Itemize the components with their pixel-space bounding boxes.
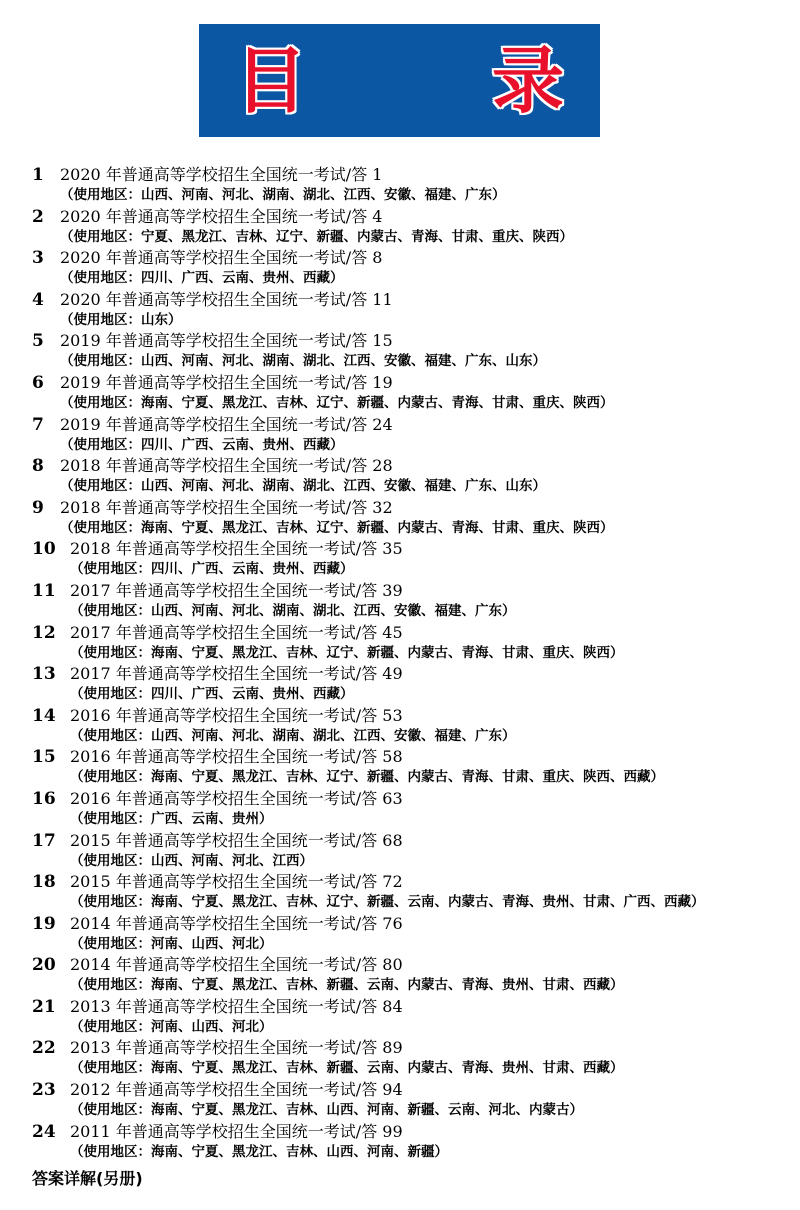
entry-title[interactable]: 2015 年普通高等学校招生全国统一考试/答 68 bbox=[70, 830, 403, 850]
contents-title: 目 录 bbox=[234, 38, 645, 123]
entry-regions: （使用地区：海南、宁夏、黑龙江、吉林、山西、河南、新疆、云南、河北、内蒙古） bbox=[70, 1102, 583, 1119]
entry-number: 14 bbox=[32, 705, 56, 726]
toc-entry[interactable] bbox=[32, 206, 792, 248]
entry-number: 2 bbox=[32, 206, 44, 227]
toc-entry[interactable] bbox=[32, 1121, 792, 1163]
entry-regions: （使用地区：海南、宁夏、黑龙江、吉林、新疆、云南、内蒙古、青海、贵州、甘肃、西藏） bbox=[70, 1060, 624, 1077]
entry-regions: （使用地区：宁夏、黑龙江、吉林、辽宁、新疆、内蒙古、青海、甘肃、重庆、陕西） bbox=[60, 228, 573, 245]
entry-regions: （使用地区：海南、宁夏、黑龙江、吉林、新疆、云南、内蒙古、青海、贵州、甘肃、西藏） bbox=[70, 977, 624, 994]
entry-regions: （使用地区：河南、山西、河北） bbox=[70, 1018, 273, 1035]
toc-entry[interactable] bbox=[32, 164, 792, 206]
toc-entry[interactable] bbox=[32, 330, 792, 372]
answer-note: 答案详解(另册) bbox=[32, 1169, 143, 1188]
entry-title[interactable]: 2016 年普通高等学校招生全国统一考试/答 53 bbox=[70, 705, 403, 725]
toc-entry[interactable] bbox=[32, 705, 792, 747]
entry-title[interactable]: 2011 年普通高等学校招生全国统一考试/答 99 bbox=[70, 1121, 403, 1141]
entry-regions: （使用地区：四川、广西、云南、贵州、西藏） bbox=[70, 686, 354, 703]
toc-entry[interactable] bbox=[32, 1079, 792, 1121]
entry-number: 17 bbox=[32, 830, 56, 851]
entry-title[interactable]: 2015 年普通高等学校招生全国统一考试/答 72 bbox=[70, 872, 403, 892]
toc-entry[interactable] bbox=[32, 372, 792, 414]
entry-regions: （使用地区：四川、广西、云南、贵州、西藏） bbox=[60, 270, 344, 287]
entry-number: 15 bbox=[32, 747, 56, 768]
entry-regions: （使用地区：四川、广西、云南、贵州、西藏） bbox=[70, 561, 354, 578]
entry-title[interactable]: 2017 年普通高等学校招生全国统一考试/答 39 bbox=[70, 580, 403, 600]
entry-regions: （使用地区：河南、山西、河北） bbox=[70, 935, 273, 952]
entry-regions: （使用地区：山西、河南、河北、湖南、湖北、江西、安徽、福建、广东、山东） bbox=[60, 478, 546, 495]
toc-entry[interactable] bbox=[32, 289, 792, 331]
entry-regions: （使用地区：海南、宁夏、黑龙江、吉林、辽宁、新疆、内蒙古、青海、甘肃、重庆、陕西） bbox=[60, 519, 614, 536]
entry-regions: （使用地区：海南、宁夏、黑龙江、吉林、辽宁、新疆、内蒙古、青海、甘肃、重庆、陕西） bbox=[60, 394, 614, 411]
toc-entry[interactable] bbox=[32, 954, 792, 996]
entry-title[interactable]: 2017 年普通高等学校招生全国统一考试/答 45 bbox=[70, 622, 403, 642]
toc-entry[interactable] bbox=[32, 871, 792, 913]
entry-number: 3 bbox=[32, 248, 44, 269]
entry-number: 24 bbox=[32, 1121, 56, 1142]
entry-number: 7 bbox=[32, 414, 44, 435]
toc-entry[interactable] bbox=[32, 830, 792, 872]
entry-title[interactable]: 2019 年普通高等学校招生全国统一考试/答 19 bbox=[60, 372, 393, 392]
toc-entry[interactable] bbox=[32, 247, 792, 289]
entry-title[interactable]: 2018 年普通高等学校招生全国统一考试/答 32 bbox=[60, 497, 393, 517]
entry-number: 4 bbox=[32, 289, 44, 310]
entry-regions: （使用地区：海南、宁夏、黑龙江、吉林、辽宁、新疆、云南、内蒙古、青海、贵州、甘肃、广西、西藏） bbox=[70, 894, 705, 911]
contents-banner bbox=[199, 24, 645, 137]
entry-regions: （使用地区：山西、河南、河北、湖南、湖北、江西、安徽、福建、广东、山东） bbox=[60, 353, 546, 370]
toc-entry[interactable] bbox=[32, 788, 792, 830]
toc-entry[interactable] bbox=[32, 622, 792, 664]
toc-entry[interactable] bbox=[32, 580, 792, 622]
entry-title[interactable]: 2018 年普通高等学校招生全国统一考试/答 28 bbox=[60, 456, 393, 476]
entry-number: 21 bbox=[32, 996, 56, 1017]
entry-number: 20 bbox=[32, 955, 56, 976]
entry-regions: （使用地区：海南、宁夏、黑龙江、吉林、辽宁、新疆、内蒙古、青海、甘肃、重庆、陕西、西藏） bbox=[70, 769, 664, 786]
entry-title[interactable]: 2017 年普通高等学校招生全国统一考试/答 49 bbox=[70, 664, 403, 684]
entry-title[interactable]: 2020 年普通高等学校招生全国统一考试/答 8 bbox=[60, 248, 383, 268]
entry-number: 1 bbox=[32, 165, 44, 185]
entry-title[interactable]: 2018 年普通高等学校招生全国统一考试/答 35 bbox=[70, 539, 403, 559]
entry-number: 12 bbox=[32, 622, 56, 643]
entry-regions: （使用地区：海南、宁夏、黑龙江、吉林、辽宁、新疆、内蒙古、青海、甘肃、重庆、陕西） bbox=[70, 644, 624, 661]
toc-entry[interactable] bbox=[32, 538, 792, 580]
toc-entry[interactable] bbox=[32, 414, 792, 456]
entry-number: 6 bbox=[32, 372, 44, 393]
entry-title[interactable]: 2013 年普通高等学校招生全国统一考试/答 89 bbox=[70, 1038, 403, 1058]
entry-number: 19 bbox=[32, 913, 56, 934]
toc-entry[interactable] bbox=[32, 996, 792, 1038]
entry-title[interactable]: 2020 年普通高等学校招生全国统一考试/答 11 bbox=[60, 289, 393, 309]
entry-number: 8 bbox=[32, 456, 44, 477]
entry-title[interactable]: 2012 年普通高等学校招生全国统一考试/答 94 bbox=[70, 1080, 403, 1100]
toc-entry[interactable] bbox=[32, 455, 792, 497]
entry-number: 13 bbox=[32, 664, 56, 685]
table-of-contents bbox=[32, 164, 792, 1162]
entry-title[interactable]: 2020 年普通高等学校招生全国统一考试/答 4 bbox=[60, 206, 383, 226]
entry-title[interactable]: 2019 年普通高等学校招生全国统一考试/答 15 bbox=[60, 331, 393, 351]
entry-number: 16 bbox=[32, 788, 56, 809]
entry-number: 23 bbox=[32, 1080, 56, 1101]
entry-regions: （使用地区：四川、广西、云南、贵州、西藏） bbox=[60, 436, 344, 453]
toc-entry[interactable] bbox=[32, 913, 792, 955]
entry-number: 22 bbox=[32, 1038, 56, 1059]
entry-title[interactable]: 2013 年普通高等学校招生全国统一考试/答 84 bbox=[70, 996, 403, 1016]
entry-title[interactable]: 2016 年普通高等学校招生全国统一考试/答 58 bbox=[70, 747, 403, 767]
toc-entry[interactable] bbox=[32, 746, 792, 788]
entry-number: 11 bbox=[32, 580, 56, 601]
entry-title[interactable]: 2016 年普通高等学校招生全国统一考试/答 63 bbox=[70, 788, 403, 808]
entry-regions: （使用地区：广西、云南、贵州） bbox=[70, 810, 273, 827]
entry-regions: （使用地区：山西、河南、河北、湖南、湖北、江西、安徽、福建、广东） bbox=[70, 727, 516, 744]
entry-number: 5 bbox=[32, 331, 44, 352]
entry-title[interactable]: 2019 年普通高等学校招生全国统一考试/答 24 bbox=[60, 414, 393, 434]
entry-number: 9 bbox=[32, 497, 44, 518]
entry-number: 10 bbox=[32, 539, 56, 560]
entry-title[interactable]: 2020 年普通高等学校招生全国统一考试/答 1 bbox=[60, 165, 383, 184]
entry-title[interactable]: 2014 年普通高等学校招生全国统一考试/答 80 bbox=[70, 955, 403, 975]
toc-entry[interactable] bbox=[32, 663, 792, 705]
entry-regions: （使用地区：海南、宁夏、黑龙江、吉林、山西、河南、新疆） bbox=[70, 1143, 448, 1160]
entry-regions: （使用地区：山西、河南、河北、湖南、湖北、江西、安徽、福建、广东） bbox=[60, 187, 506, 203]
entry-title[interactable]: 2014 年普通高等学校招生全国统一考试/答 76 bbox=[70, 913, 403, 933]
toc-entry[interactable] bbox=[32, 497, 792, 539]
entry-regions: （使用地区：山西、河南、河北、湖南、湖北、江西、安徽、福建、广东） bbox=[70, 602, 516, 619]
toc-entry[interactable] bbox=[32, 1037, 792, 1079]
entry-regions: （使用地区：山东） bbox=[60, 311, 182, 328]
entry-number: 18 bbox=[32, 872, 56, 893]
entry-regions: （使用地区：山西、河南、河北、江西） bbox=[70, 852, 313, 869]
